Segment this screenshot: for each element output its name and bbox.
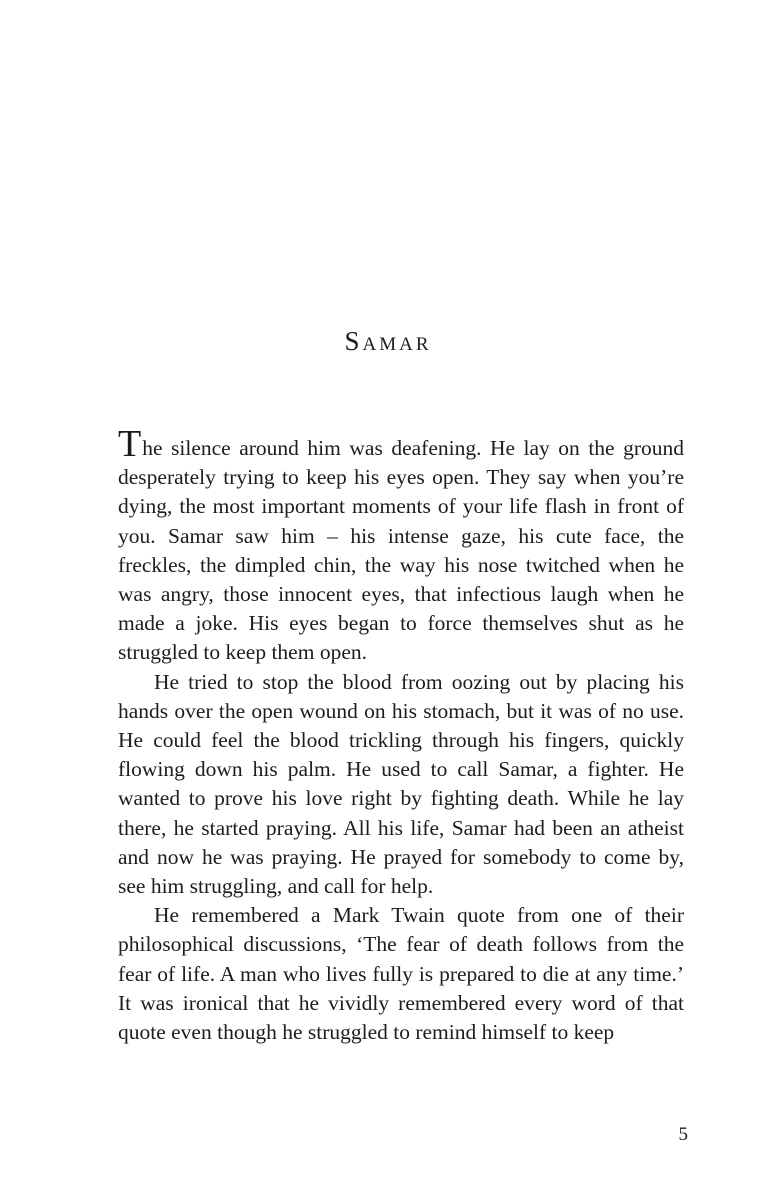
paragraph-1 bbox=[118, 423, 684, 668]
paragraph-3: He remembered a Mark Twain quote from one of their philosophical discussions, ‘The fear of death follows from the fear of life. A man who lives fully is prepared to die at any time.’ It was ironical that he vividly remembered every word of that quote even though he struggled to remind himself to keep bbox=[118, 903, 684, 1045]
paragraph-2: He tried to stop the blood from oozing out by placing his hands over the open wound on his stomach, but it was of no use. He could feel the blood trickling through his fingers, quickly flowing down his palm. He used to call Samar, a fighter. He wanted to prove his love right by fighting death. While he lay there, he started praying. All his life, Samar had been an atheist and now he was praying. He prayed for somebody to come by, see him struggling, and call for help. bbox=[118, 669, 684, 899]
drop-cap: T bbox=[118, 423, 142, 465]
chapter-title: Samar bbox=[344, 326, 432, 356]
chapter-body bbox=[118, 423, 684, 1047]
page-number: 5 bbox=[678, 1124, 688, 1145]
paragraph-1-text: he silence around him was deafening. He lay on the ground desperately trying to keep his eyes open. They say when you’re dying, the most important moments of your life flash in front of you. Samar saw him – his intense gaze, his cute face, the freckles, the dimpled chin, the way his nose twitched when he was angry, those innocent eyes, that infectious laugh when he made a joke. His eyes began to force themselves shut as he struggled to keep them open. bbox=[118, 436, 684, 665]
